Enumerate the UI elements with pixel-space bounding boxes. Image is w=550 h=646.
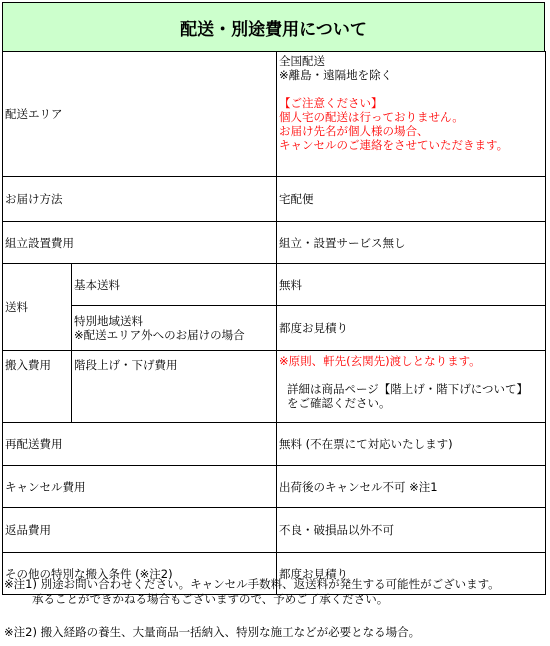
shipping-special-value: 都度お見積り (277, 306, 546, 351)
table-row-cancel (3, 466, 546, 508)
row-label-return: 返品費用 (3, 508, 277, 553)
area-notice-head: 【ご注意ください】 (279, 96, 383, 110)
row-label-shipping: 送料 (3, 264, 72, 351)
area-value (277, 52, 546, 177)
carry-note-red: ※原則、軒先(玄関先)渡しとなります。 (279, 354, 481, 368)
carry-detail1: 詳細は商品ページ【階上げ・階下げについて】 (287, 382, 529, 396)
area-notice3: キャンセルのご連絡をさせていただきます。 (279, 138, 509, 152)
table-row-method (3, 177, 546, 222)
shipping-basic-label: 基本送料 (72, 264, 277, 306)
row-label-other: その他の特別な搬入条件 (※注2) (3, 553, 277, 595)
return-value: 不良・破損品以外不可 (277, 508, 546, 553)
row-label-cancel: キャンセル費用 (3, 466, 277, 508)
table-row-shipping-special (3, 306, 546, 351)
footnote-1-line1: ※注1) 別途お問い合わせください。キャンセル手数料、返送料が発生する可能性がございます。 (4, 577, 500, 591)
shipping-basic-value: 無料 (277, 264, 546, 306)
assembly-value: 組立・設置サービス無し (277, 222, 546, 264)
row-label-assembly: 組立設置費用 (3, 222, 277, 264)
row-label-redelivery: 再配送費用 (3, 423, 277, 466)
table-row-shipping-basic (3, 264, 546, 306)
shipping-special-label-line2: ※配送エリア外へのお届けの場合 (74, 328, 245, 342)
area-notice1: 個人宅の配送は行っておりません。 (279, 110, 464, 124)
table-row-carry (3, 351, 546, 423)
row-label-area: 配送エリア (3, 52, 277, 177)
area-line2: ※離島・遠隔地を除く (279, 68, 393, 82)
area-line1: 全国配送 (279, 54, 325, 68)
method-value: 宅配便 (277, 177, 546, 222)
footnote-1-line2: 承ることができかねる場合もございますので、予めご了承ください。 (32, 592, 389, 606)
table-row-area (3, 52, 546, 177)
row-label-carry: 搬入費用 (3, 351, 72, 423)
area-notice2: お届け先名が個人様の場合、 (279, 124, 429, 138)
row-label-method: お届け方法 (3, 177, 277, 222)
shipping-info-table (2, 51, 546, 595)
shipping-special-label (72, 306, 277, 351)
shipping-special-label-line1: 特別地域送料 (74, 314, 143, 328)
carry-sub-label: 階段上げ・下げ費用 (72, 351, 277, 423)
cancel-value: 出荷後のキャンセル不可 ※注1 (277, 466, 546, 508)
footnote-2: ※注2) 搬入経路の養生、大量商品一括納入、特別な施工などが必要となる場合。 (4, 625, 421, 639)
carry-detail2: をご確認ください。 (287, 396, 391, 410)
table-row-assembly (3, 222, 546, 264)
page-title: 配送・別途費用について (2, 2, 545, 52)
redelivery-value: 無料 (不在票にて対応いたします) (277, 423, 546, 466)
table-row-return (3, 508, 546, 553)
table-row-redelivery (3, 423, 546, 466)
carry-value (277, 351, 546, 423)
other-value: 都度お見積り (277, 553, 546, 595)
footnote-1 (4, 577, 500, 607)
